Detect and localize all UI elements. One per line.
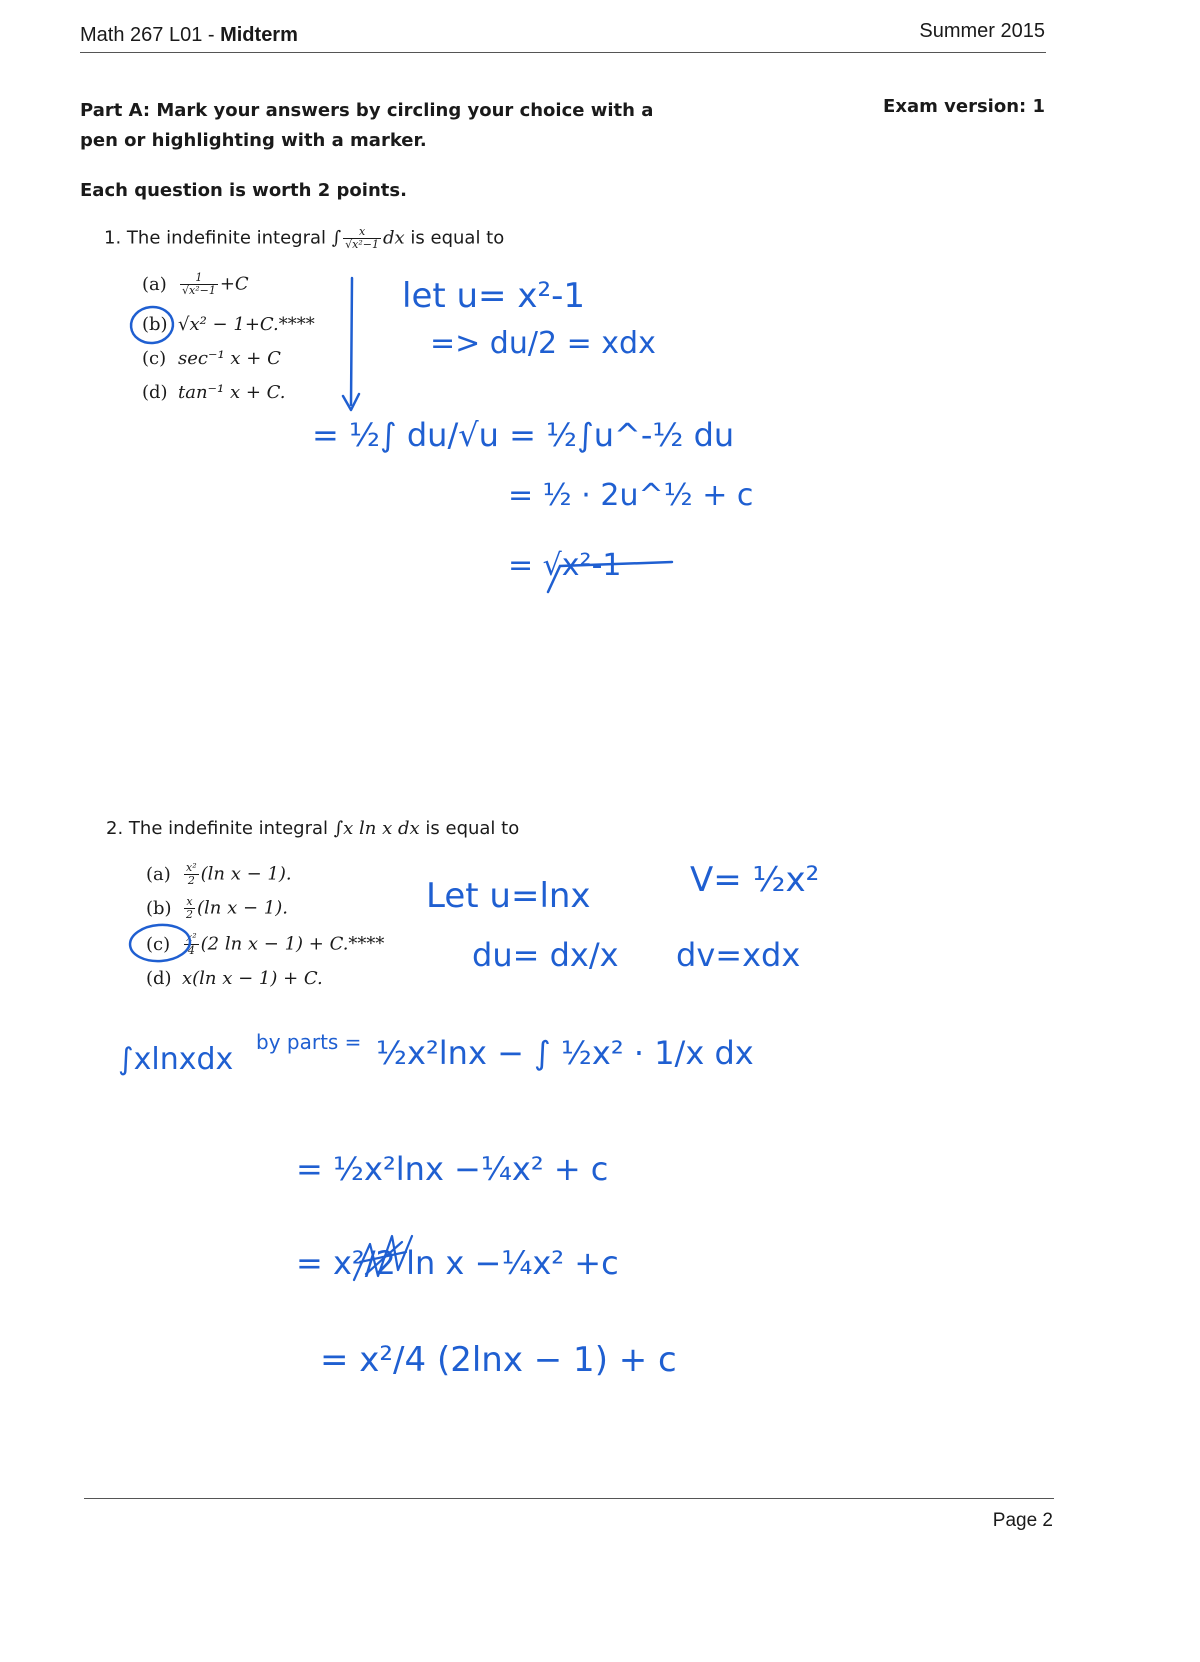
q2-work-step-4: = x²/4 (2lnx − 1) + c xyxy=(320,1340,677,1380)
q2-work-step-1: ½x²lnx − ∫ ½x² · 1/x dx xyxy=(376,1034,754,1072)
prompt-text: The indefinite integral xyxy=(126,227,327,249)
points-note: Each question is worth 2 points. xyxy=(80,180,407,201)
integrand: x ln x dx xyxy=(343,818,420,839)
q1-choice-d[interactable]: (d) tan⁻¹ x + C. xyxy=(142,382,286,403)
prompt-text-end: is equal to xyxy=(425,818,520,839)
integral-sign: ∫ xyxy=(333,818,344,839)
q2-choice-a[interactable]: (a) $\frac{\text{x²}}{2}$ (ln x − 1). xyxy=(146,861,292,887)
q2-choice-d[interactable]: (d) x(ln x − 1) + C. xyxy=(146,968,323,989)
exam-version: Exam version: 1 xyxy=(883,96,1045,117)
q1-work-line-3: = ½∫ du/√u = ½∫u^-½ du xyxy=(312,416,735,454)
q2-work-v: V= ½x² xyxy=(690,860,820,900)
prompt-text-end: is equal to xyxy=(410,227,505,249)
q2-choice-b[interactable]: (b) $\frac{x}{2}$ (ln x − 1). xyxy=(146,895,288,921)
crossed-out-scribble xyxy=(354,1236,412,1280)
differential: dx xyxy=(383,227,405,249)
q1-choice-c[interactable]: (c) sec⁻¹ x + C xyxy=(142,348,281,369)
q1-sqrt-overline xyxy=(548,562,672,592)
integrand-fraction: $\frac{x}{\text{√x²−1}}$ xyxy=(345,225,379,251)
q2-work-integral: ∫xlnxdx xyxy=(118,1042,234,1077)
q1-work-line-2: => du/2 = xdx xyxy=(430,326,656,361)
exam-term: Summer 2015 xyxy=(919,20,1045,42)
question-number: 1. xyxy=(104,227,122,249)
exam-type: Midterm xyxy=(220,24,298,46)
q1-choice-a[interactable]: (a) $\frac{1}{\text{√x²−1}}$ +C xyxy=(142,271,249,297)
q2-work-du: du= dx/x xyxy=(472,936,619,974)
q2-work-by-parts: by parts = xyxy=(256,1030,362,1054)
q2-answer-circle xyxy=(129,923,191,963)
q1-answer-circle xyxy=(129,305,175,345)
q2-choice-c[interactable]: (c) $\frac{\text{x²}}{4}$ (2 ln x − 1) + C.**** xyxy=(146,931,385,957)
question-number: 2. xyxy=(106,818,124,839)
q2-work-let-u: Let u=lnx xyxy=(426,876,591,916)
q2-work-step-2: = ½x²lnx −¼x² + c xyxy=(296,1150,609,1188)
q1-work-line-1: let u= x²-1 xyxy=(402,276,585,316)
footer-rule xyxy=(84,1498,1054,1499)
q1-arrow xyxy=(351,278,352,405)
q1-work-line-5: = √x²-1 xyxy=(508,548,622,583)
page-number: Page 2 xyxy=(992,1510,1053,1531)
q2-work-step-3: = x²/2 ln x −¼x² +c xyxy=(296,1244,619,1282)
integral-sign: ∫ xyxy=(331,227,342,249)
q2-work-dv: dv=xdx xyxy=(676,936,801,974)
q1-choice-b[interactable]: (b) √x² − 1+C.**** xyxy=(142,314,315,335)
q1-work-line-4: = ½ · 2u^½ + c xyxy=(508,478,754,513)
prompt-text: The indefinite integral xyxy=(128,818,329,839)
part-a-instructions: Part A: Mark your answers by circling your choice with a pen or highlighting with a marker. xyxy=(80,100,654,151)
course-code: Math 267 L01 - xyxy=(80,24,221,46)
